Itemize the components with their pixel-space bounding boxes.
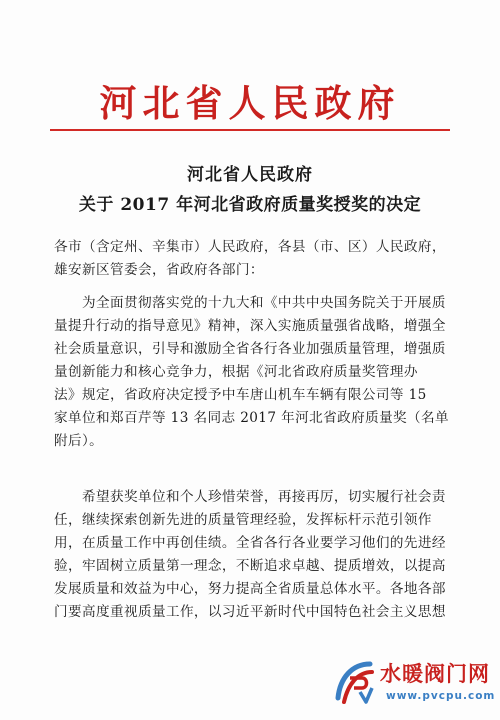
paragraph-line: 希望获奖单位和个人珍惜荣誉，再接再厉，切实履行社会责: [82, 489, 446, 505]
watermark-site-name: 水暖阀门网: [380, 662, 490, 686]
paragraph-line: 家单位和郑百芹等 13 名同志 2017 年河北省政府质量奖（名单: [54, 410, 450, 426]
paragraph-line: 附后）。: [54, 433, 104, 449]
watermark-site-url: www.pvcpu.com: [386, 690, 496, 702]
paragraph-line: 门要高度重视质量工作，以习近平新时代中国特色社会主义思想: [54, 604, 446, 620]
letterhead-red-rule: [50, 129, 450, 131]
document-title-line2: 关于 2017 年河北省政府质量奖授奖的决定: [78, 195, 422, 215]
salutation: [54, 236, 446, 282]
paragraph-expectation: [54, 486, 446, 624]
paragraph-line: 量提升行动的指导意见》精神，深入实施质量强省战略，增强全: [54, 318, 446, 334]
paragraph-line: 用，在质量工作中再创佳绩。全省各行各业要学习他们的先进经: [54, 535, 446, 551]
paragraph-line: 任，继续探索创新先进的质量管理经验，发挥标杆示范引领作: [54, 512, 432, 528]
paragraph-decision: [54, 292, 450, 453]
paragraph-line: 量创新能力和核心竞争力，根据《河北省政府质量奖管理办: [54, 364, 418, 380]
paragraph-line: 验，牢固树立质量第一理念，不断追求卓越、提质增效，以提高: [54, 558, 446, 574]
document-title-line1: 河北省人民政府: [187, 165, 313, 185]
letterhead-issuer: 河北省人民政府: [99, 81, 401, 125]
paragraph-line: 为全面贯彻落实党的十九大和《中共中央国务院关于开展质: [82, 295, 446, 311]
site-watermark: [330, 652, 500, 718]
paragraph-line: 社会质量意识，引导和激励全省各行各业加强质量管理，增强质: [54, 341, 446, 357]
salutation-line: 雄安新区管委会，省政府各部门：: [54, 262, 264, 278]
paragraph-line: 发展质量和效益为中心，努力提高全省质量总体水平。各地各部: [54, 581, 446, 597]
pv-logo-icon: [330, 658, 376, 706]
salutation-line: 各市（含定州、辛集市）人民政府，各县（市、区）人民政府，: [54, 239, 446, 255]
paragraph-line: 法》规定，省政府决定授予中车唐山机车车辆有限公司等 15: [54, 387, 427, 403]
